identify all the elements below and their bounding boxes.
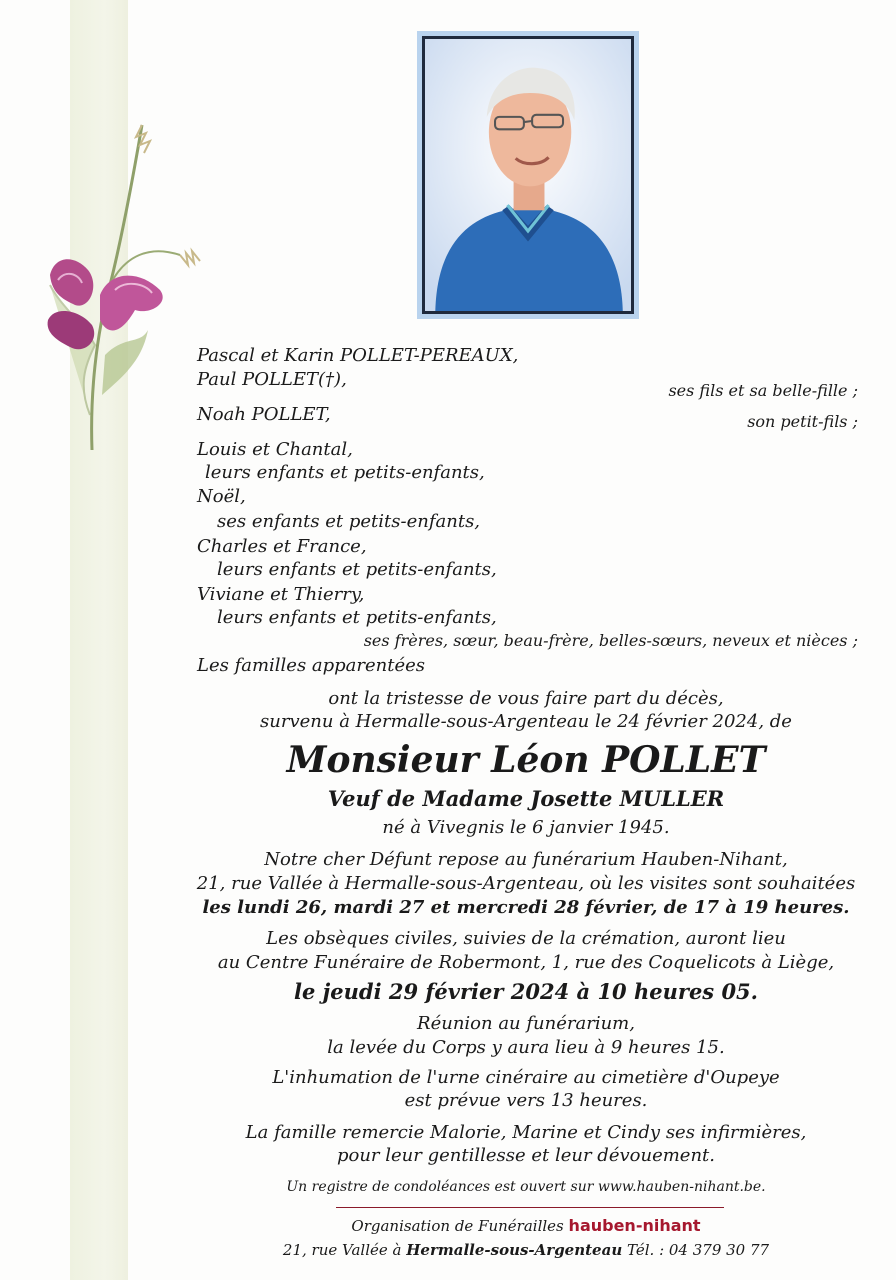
sibling-kids: leurs enfants et petits-enfants, [217,559,497,580]
portrait-frame [417,31,639,319]
widow-line: Veuf de Madame Josette MULLER [327,786,725,811]
sibling-kids: leurs enfants et petits-enfants, [205,462,485,483]
footer-rule [336,1207,724,1208]
sibling-name: Charles et France, [197,536,367,557]
thanks-line1: La famille remercie Malorie, Marine et Cindy ses infirmières, [245,1122,807,1143]
footer-organisation [78,1216,896,1236]
addr-town: Hermalle-sous-Argenteau [406,1241,623,1259]
visits-dates: les lundi 26, mardi 27 et mercredi 28 février, de 17 à 19 heures. [202,897,850,918]
announcement-line2: survenu à Hermalle-sous-Argenteau le 24 février 2024, de [260,711,792,732]
family-sons-role: ses fils et sa belle-fille ; [668,381,858,400]
urn-line2: est prévue vers 13 heures. [404,1090,648,1111]
calla-lily-illustration [30,105,220,455]
birth-line: né à Vivegnis le 6 janvier 1945. [382,817,670,838]
registry-line: Un registre de condoléances est ouvert sur www.hauben-nihant.be. [286,1179,766,1195]
phone: Tél. : 04 379 30 77 [627,1241,770,1259]
sibling-name: Noël, [197,486,246,507]
family-grandson: Noah POLLET, [197,404,331,425]
sibling-name: Viviane et Thierry, [197,584,365,605]
funeral-line2: au Centre Funéraire de Robermont, 1, rue des Coquelicots à Liège, [217,952,835,973]
funeral-date: le jeudi 29 février 2024 à 10 heures 05. [294,979,758,1004]
siblings-role: ses frères, sœur, beau-frère, belles-sœurs, neveux et nièces ; [363,631,858,650]
funeral-line1: Les obsèques civiles, suivies de la crémation, auront lieu [266,928,786,949]
family-grandson-role: son petit-fils ; [747,412,858,431]
addr-prefix: 21, rue Vallée à [282,1241,402,1259]
meeting-line2: la levée du Corps y aura lieu à 9 heures 15. [327,1037,725,1058]
family-sons-1: Pascal et Karin POLLET-PEREAUX, [197,345,519,366]
visits-line1: Notre cher Défunt repose au funérarium Hauben-Nihant, [264,849,788,870]
family-sons-2: Paul POLLET(†), [197,369,347,390]
thanks-line2: pour leur gentillesse et leur dévouement. [336,1145,715,1166]
visits-line2: 21, rue Vallée à Hermalle-sous-Argenteau, où les visites sont souhaitées [196,873,856,894]
deceased-name: Monsieur Léon POLLET [286,739,766,781]
announcement-line1: ont la tristesse de vous faire part du décès, [328,688,724,709]
footer-address [78,1240,896,1260]
org-label: Organisation de Funérailles [351,1217,564,1235]
meeting-line1: Réunion au funérarium, [417,1013,635,1034]
sibling-name: Louis et Chantal, [197,439,353,460]
urn-line1: L'inhumation de l'urne cinéraire au cimetière d'Oupeye [272,1067,780,1088]
brand-logo: hauben-nihant [568,1216,701,1235]
sibling-kids: leurs enfants et petits-enfants, [217,607,497,628]
portrait-photo [422,36,634,314]
sibling-kids: ses enfants et petits-enfants, [217,511,481,532]
related-families: Les familles apparentées [197,655,426,676]
